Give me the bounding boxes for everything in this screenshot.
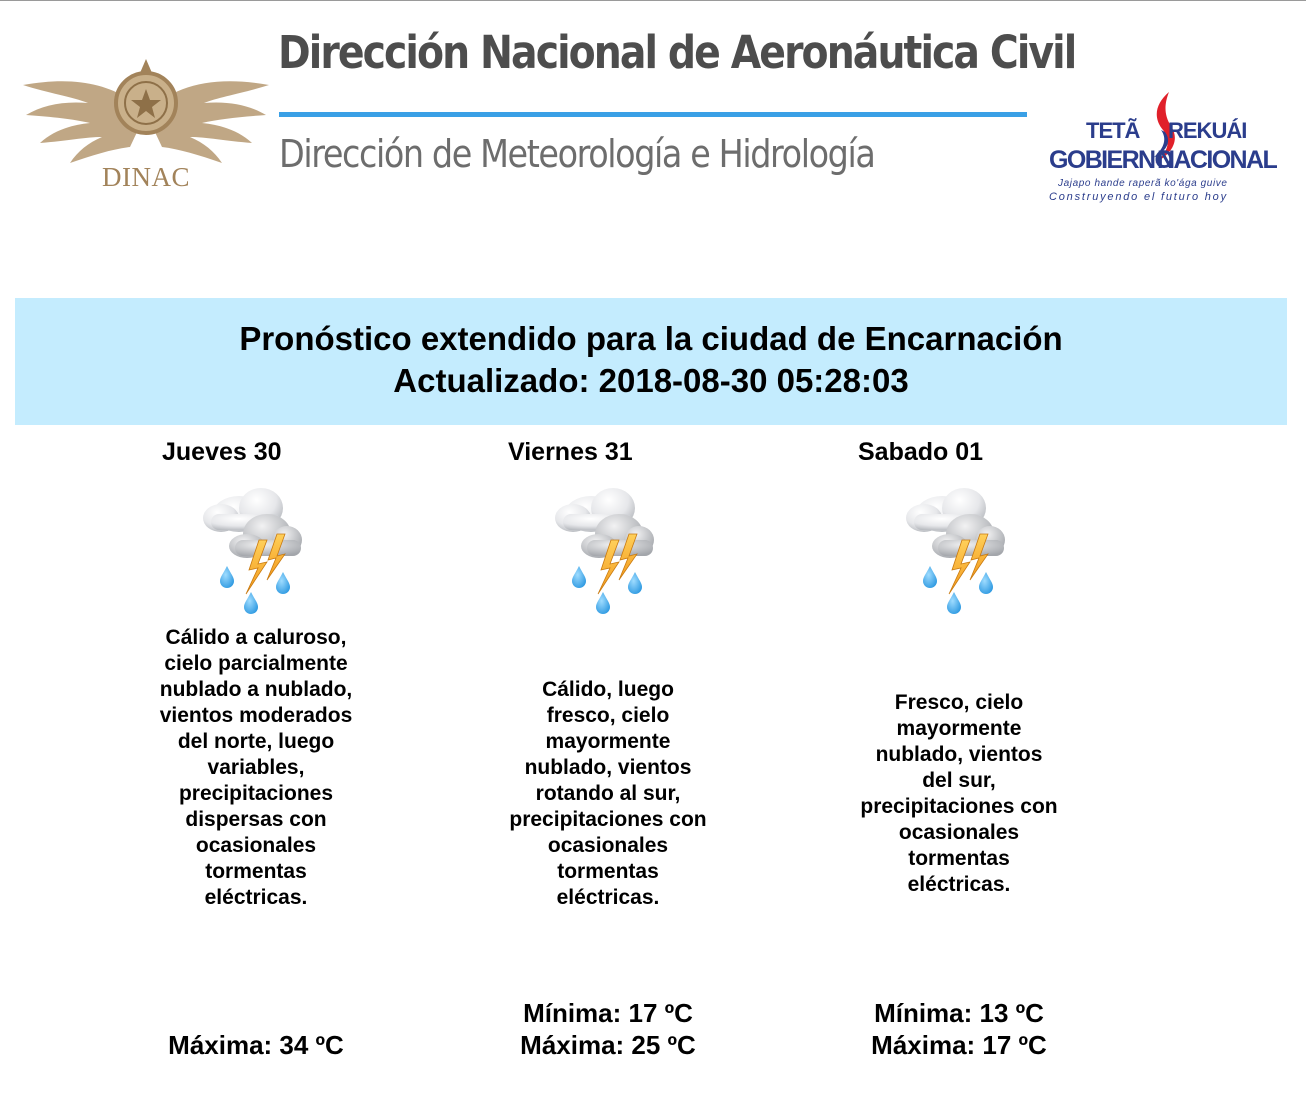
day-description: Cálido a caluroso, cielo parcialmente nublado a nublado, vientos moderados del norte, luego variables, precipitaciones dispersas con ocasionales tormentas eléctricas. — [159, 626, 353, 909]
gov-logo-tagline-spanish: Construyendo el futuro hoy — [1049, 191, 1228, 203]
day-name: Viernes 31 — [508, 438, 633, 466]
day-max-temp: Máxima: 17 ºC — [871, 1030, 1047, 1060]
day-name: Jueves 30 — [162, 438, 282, 466]
gobierno-nacional-logo — [1046, 88, 1277, 206]
day-name: Sabado 01 — [858, 438, 984, 466]
day-max-temp: Máxima: 34 ºC — [168, 1030, 344, 1060]
dinac-logo-text: DINAC — [102, 162, 190, 192]
forecast-updated-timestamp: Actualizado: 2018-08-30 05:28:03 — [393, 362, 909, 399]
thunderstorm-rain-icon — [904, 482, 1008, 614]
forecast-title: Pronóstico extendido para la ciudad de Encarnación — [239, 320, 1063, 357]
gov-logo-tagline-guarani: Jajapo hande raperã ko'ága guive — [1058, 178, 1228, 189]
thunderstorm-rain-icon — [201, 482, 305, 614]
gov-logo-line2b: NACIONAL — [1157, 146, 1277, 174]
top-border — [0, 0, 1306, 1]
day-min-temp: Mínima: 13 ºC — [874, 998, 1044, 1028]
gov-logo-line1a: TETÃ — [1086, 118, 1140, 143]
gov-logo-line1b: REKUÁI — [1168, 118, 1247, 143]
forecast-banner — [15, 298, 1287, 425]
org-title: Dirección Nacional de Aeronáutica Civil — [278, 26, 1076, 79]
day-description: Cálido, luego fresco, cielo mayormente nublado, vientos rotando al sur, precipitaciones con ocasionales tormentas eléctricas. — [509, 678, 707, 909]
day-max-temp: Máxima: 25 ºC — [520, 1030, 696, 1060]
day-min-temp: Mínima: 17 ºC — [523, 998, 693, 1028]
thunderstorm-rain-icon — [553, 482, 657, 614]
day-description: Fresco, cielo mayormente nublado, vientos del sur, precipitaciones con ocasionales tormentas eléctricas. — [860, 691, 1058, 896]
header-divider — [279, 112, 1027, 117]
gov-logo-line2a: GOBIERNO — [1049, 146, 1173, 174]
org-subtitle: Dirección de Meteorología e Hidrología — [279, 132, 875, 176]
